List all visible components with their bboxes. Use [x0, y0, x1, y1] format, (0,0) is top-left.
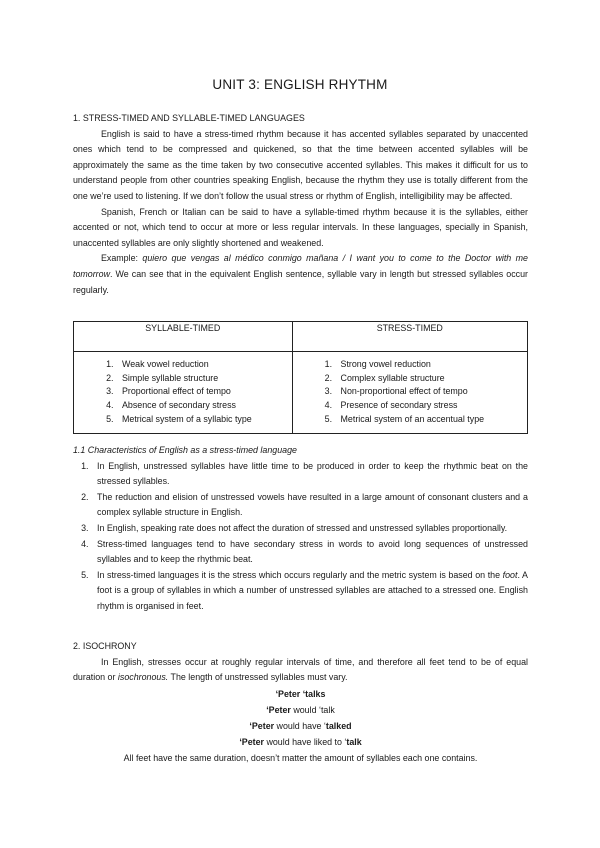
section-isochrony: [73, 639, 528, 766]
list-item: 3. In English, speaking rate does not affect the duration of stressed and unstressed syllables proportionally.: [91, 521, 528, 537]
section-heading: 1. STRESS-TIMED AND SYLLABLE-TIMED LANGUAGES: [73, 113, 305, 123]
term-foot: foot: [502, 569, 518, 580]
stressed-text: ‘Peter: [266, 704, 291, 715]
list-item: 2. Complex syllable structure: [335, 372, 527, 386]
item-text: In stress-timed languages it is the stress which occurs regularly and the metric system is based on the: [97, 569, 503, 580]
para-text: In English, stresses occur at roughly regular intervals of time, and therefore all feet tend to be of equal duration or: [73, 656, 528, 683]
table-header-row: [74, 322, 528, 352]
subsection-heading: 1.1 Characteristics of English as a stress-timed language: [73, 445, 297, 455]
stressed-text: talk: [346, 736, 362, 747]
unstressed-text: would have liked to ‘: [263, 736, 347, 747]
list-item: 3. Non-proportional effect of tempo: [335, 385, 527, 399]
list-item: 1. Weak vowel reduction: [116, 358, 292, 372]
list-item: 4. Presence of secondary stress: [335, 399, 527, 413]
stressed-text: ‘Peter ‘talks: [275, 688, 326, 699]
section-stress-timed: [73, 111, 528, 298]
stressed-text: ‘Peter: [239, 736, 264, 747]
list-item: 4. Stress-timed languages tend to have secondary stress in words to avoid long sequences of unstressed syllables and to keep the rhythmic beat.: [91, 537, 528, 568]
column-header: SYLLABLE-TIMED: [74, 322, 293, 352]
table-cell: [292, 352, 527, 434]
paragraph: English is said to have a stress-timed rhythm because it has accented syllables separated by unaccented ones which tend to be compressed and quickened, so that the time between accented syllables will be approximately the same as the time taken by two consecutive accented syllables. This makes it difficult for us to understand people from other countries speaking English, because the rhythm they use is totally different from the one we’re used to listening. If we don’t follow the usual stress or rhythm of English, intelligibility may be affected.: [73, 128, 528, 201]
list-item: 2. The reduction and elision of unstressed vowels have resulted in a large amount of consonant clusters and a complex syllable structure in English.: [91, 490, 528, 521]
column-header: STRESS-TIMED: [292, 322, 527, 352]
para-text: The length of unstressed syllables must vary.: [168, 672, 348, 683]
example-sentence: [73, 686, 528, 702]
example-rest: . We can see that in the equivalent English sentence, syllable vary in length but stressed syllables occur regularly.: [73, 268, 528, 295]
stressed-text: talked: [325, 720, 352, 731]
table-row: [74, 352, 528, 434]
stressed-text: ‘Peter: [249, 720, 275, 731]
unstressed-text: would ‘talk: [290, 704, 335, 715]
characteristics-list: [73, 459, 528, 615]
example-sentence: [73, 718, 528, 734]
section-characteristics: [73, 443, 528, 615]
list-item: 5. Metrical system of a syllabic type: [116, 413, 292, 427]
paragraph-example: [73, 251, 528, 298]
list-item: 5. Metrical system of an accentual type: [335, 413, 527, 427]
list-item: 1. In English, unstressed syllables have little time to be produced in order to keep the rhythmic beat on the stressed syllables.: [91, 459, 528, 490]
closing-sentence: All feet have the same duration, doesn’t matter the amount of syllables each one contains.: [123, 752, 478, 763]
item-text: . A foot is a group of syllables in which a number of unstressed syllables are attached to a stressed one. English rhythm is organised in feet.: [97, 569, 528, 611]
syllable-timed-list: [94, 358, 292, 427]
list-item: 2. Simple syllable structure: [116, 372, 292, 386]
table-cell: [74, 352, 293, 434]
section-heading: 2. ISOCHRONY: [73, 641, 137, 651]
term-isochronous: isochronous.: [117, 672, 169, 683]
paragraph: [73, 655, 528, 686]
example-sentence: [73, 734, 528, 750]
paragraph: Spanish, French or Italian can be said to have a syllable-timed rhythm because it is the syllables, either accented or not, which tend to occur at more or less regular intervals. In these languages, specially in Spanish, unaccented syllables are only slightly shortened and weakened.: [73, 206, 528, 248]
list-item: 1. Strong vowel reduction: [335, 358, 527, 372]
stress-timed-list: [313, 358, 527, 427]
rhythm-comparison-table: [73, 321, 528, 434]
list-item: [91, 568, 528, 615]
example-label: Example:: [101, 253, 143, 264]
page-title: UNIT 3: ENGLISH RHYTHM: [212, 77, 388, 92]
list-item: 3. Proportional effect of tempo: [116, 385, 292, 399]
example-sentence: [73, 702, 528, 718]
list-item: 4. Absence of secondary stress: [116, 399, 292, 413]
example-sentence: quiero que vengas al médico conmigo mañana / I want you to come to the Doctor with me tomorrow: [73, 253, 528, 279]
unstressed-text: would have ‘: [274, 720, 326, 731]
